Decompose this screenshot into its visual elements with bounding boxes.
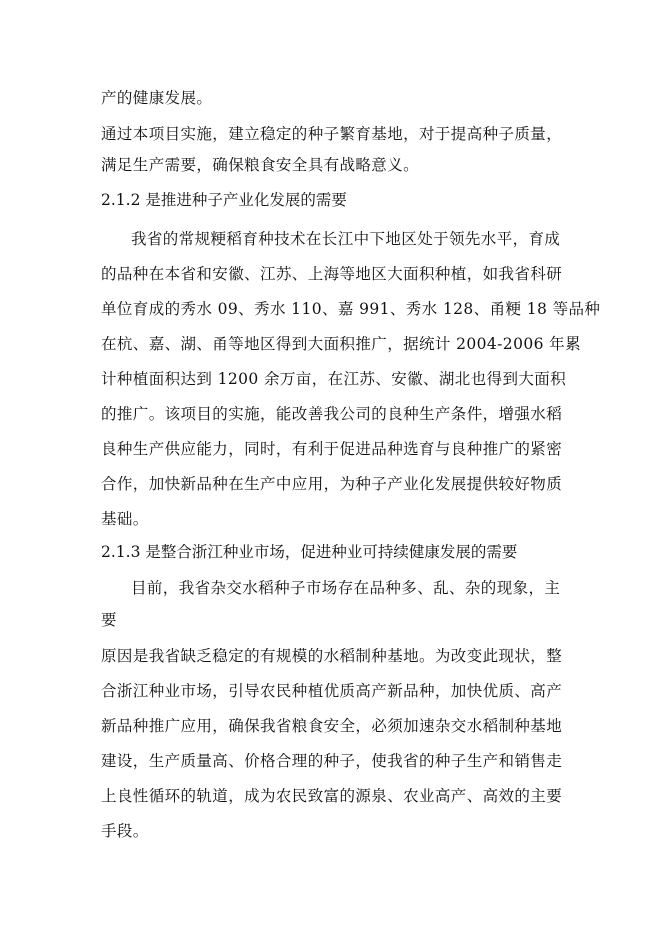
paragraph-line: 的推广。该项目的实施，能改善我公司的良种生产条件，增强水稻 (101, 405, 563, 423)
paragraph-line: 手段。 (101, 822, 149, 840)
paragraph-line: 建设，生产质量高、价格合理的种子，使我省的种子生产和销售走 (101, 752, 563, 770)
paragraph-line: 目前，我省杂交水稻种子市场存在品种多、乱、杂的现象，主 (131, 579, 561, 597)
text-line: 产的健康发展。 (101, 89, 213, 107)
paragraph-line: 合作，加快新品种在生产中应用，为种子产业化发展提供较好物质 (101, 475, 563, 493)
section-heading: 2.1.2 是推进种子产业化发展的需要 (101, 191, 347, 209)
paragraph-line: 良种生产供应能力，同时，有利于促进品种选育与良种推广的紧密 (101, 440, 563, 458)
paragraph-line: 要 (101, 611, 117, 629)
paragraph-line: 单位育成的秀水 09、秀水 110、嘉 991、秀水 128、甬粳 18 等品种 (101, 300, 601, 318)
paragraph-line: 计种植面积达到 1200 余万亩，在江苏、安徽、湖北也得到大面积 (101, 370, 567, 388)
paragraph-line: 基础。 (101, 510, 149, 528)
paragraph-line: 在杭、嘉、湖、甬等地区得到大面积推广，据统计 2004-2006 年累 (101, 335, 581, 353)
paragraph-line: 原因是我省缺乏稳定的有规模的水稻制种基地。为改变此现状，整 (101, 647, 563, 665)
paragraph-line: 上良性循环的轨道，成为农民致富的源泉、农业高产、高效的主要 (101, 787, 563, 805)
paragraph-line: 的品种在本省和安徽、江苏、上海等地区大面积种植，如我省科研 (101, 265, 563, 283)
paragraph-line: 新品种推广应用，确保我省粮食安全，必须加速杂交水稻制种基地 (101, 717, 563, 735)
paragraph-line: 合浙江种业市场，引导农民种植优质高产新品种，加快优质、高产 (101, 682, 563, 700)
section-heading: 2.1.3 是整合浙江种业市场，促进种业可持续健康发展的需要 (101, 543, 518, 561)
paragraph-line: 我省的常规粳稻育种技术在长江中下地区处于领先水平，育成 (131, 230, 561, 248)
text-line: 通过本项目实施，建立稳定的种子繁育基地，对于提高种子质量， (101, 125, 563, 143)
text-line: 满足生产需要，确保粮食安全具有战略意义。 (101, 156, 420, 174)
